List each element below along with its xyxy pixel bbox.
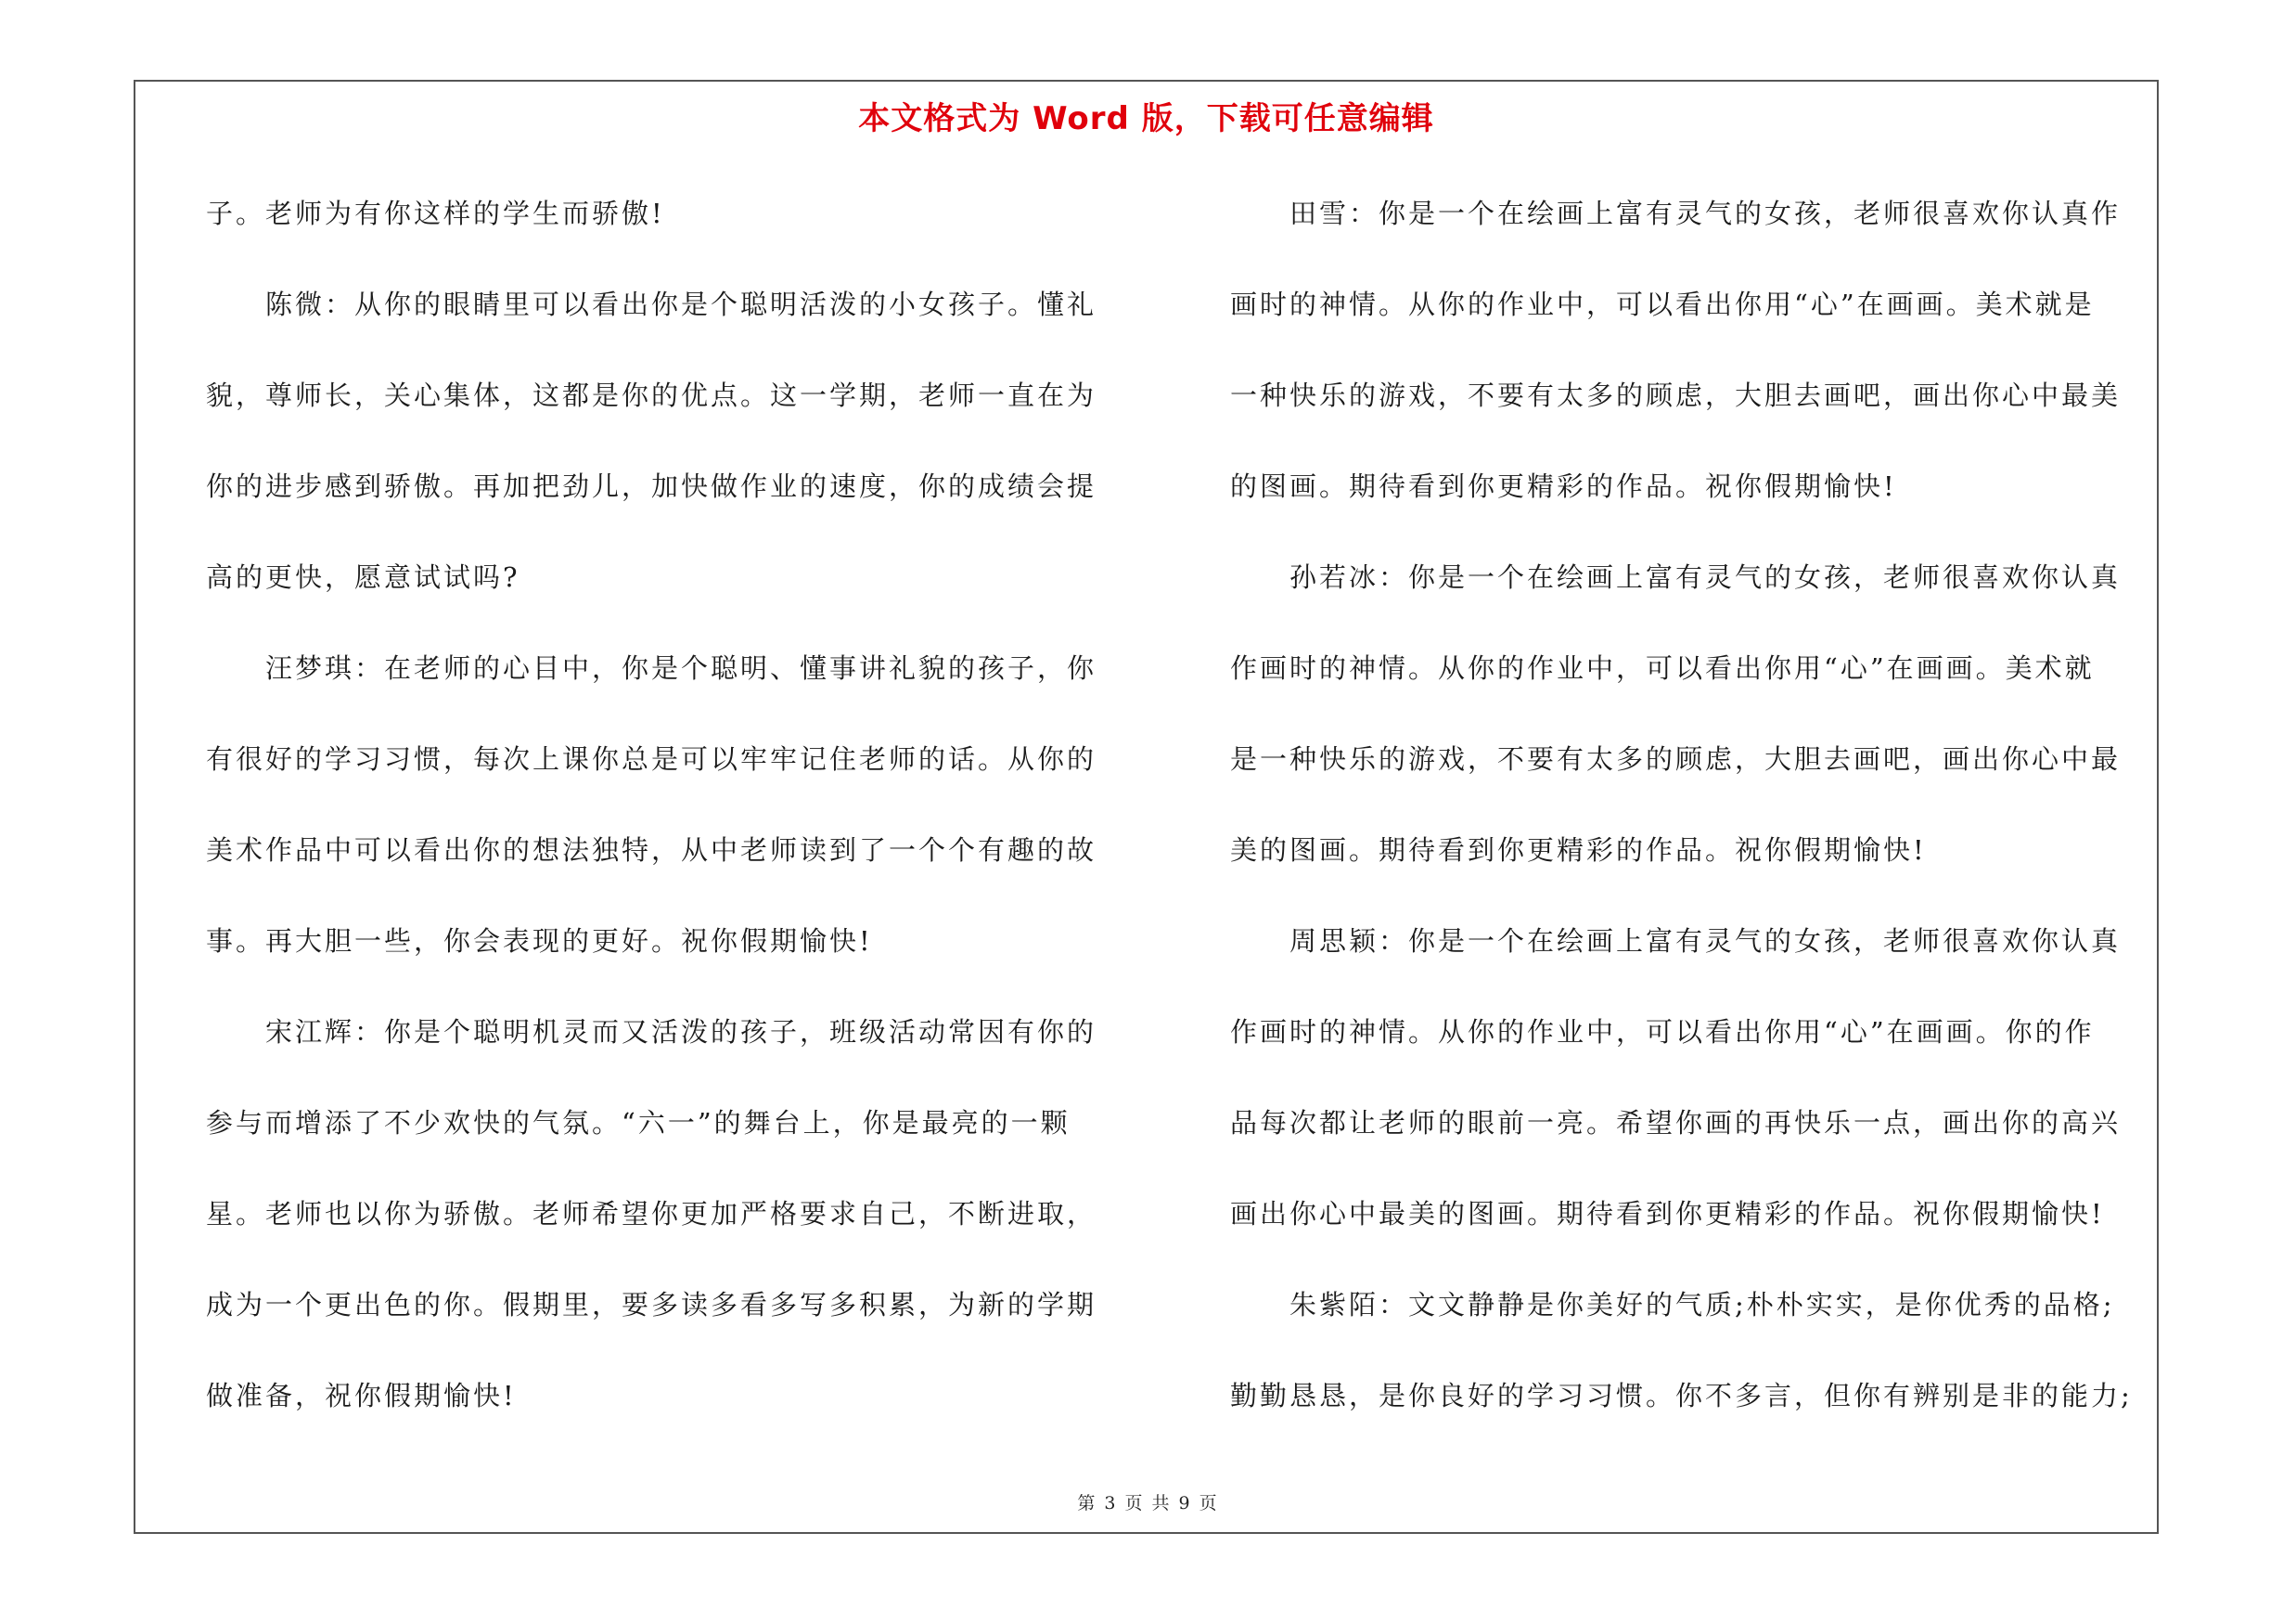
- paragraph-line: 有很好的学习习惯，每次上课你总是可以牢牢记住老师的话。从你的: [206, 743, 1097, 775]
- paragraph-line: 田雪：你是一个在绘画上富有灵气的女孩，老师很喜欢你认真作: [1289, 198, 2122, 229]
- paragraph-line: 画时的神情。从你的作业中，可以看出你用“心”在画画。美术就是: [1230, 289, 2095, 320]
- paragraph-line: 美的图画。期待看到你更精彩的作品。祝你假期愉快!: [1230, 834, 1927, 866]
- paragraph-line: 一种快乐的游戏，不要有太多的顾虑，大胆去画吧，画出你心中最美: [1230, 380, 2122, 411]
- left-text-column: [206, 181, 1097, 1454]
- word-format-banner: 本文格式为 Word 版，下载可任意编辑: [858, 100, 1434, 137]
- paragraph-line: 是一种快乐的游戏，不要有太多的顾虑，大胆去画吧，画出你心中最: [1230, 743, 2122, 775]
- paragraph-line: 美术作品中可以看出你的想法独特，从中老师读到了一个个有趣的故: [206, 834, 1097, 866]
- right-text-column: [1230, 181, 2133, 1454]
- paragraph-line: 你的进步感到骄傲。再加把劲儿，加快做作业的速度，你的成绩会提: [206, 470, 1097, 502]
- paragraph-line: 品每次都让老师的眼前一亮。希望你画的再快乐一点，画出你的高兴: [1230, 1107, 2122, 1139]
- paragraph-line: 子。老师为有你这样的学生而骄傲!: [206, 198, 665, 229]
- paragraph-line: 事。再大胆一些，你会表现的更好。祝你假期愉快!: [206, 925, 873, 957]
- paragraph-line: 宋江辉：你是个聪明机灵而又活泼的孩子，班级活动常因有你的: [265, 1016, 1097, 1048]
- paragraph-line: 周思颖：你是一个在绘画上富有灵气的女孩，老师很喜欢你认真: [1289, 925, 2122, 957]
- paragraph-line: 做准备，祝你假期愉快!: [206, 1380, 517, 1411]
- page-number-footer: 第 3 页 共 9 页: [1077, 1493, 1219, 1514]
- paragraph-line: 星。老师也以你为骄傲。老师希望你更加严格要求自己，不断进取，: [206, 1198, 1097, 1230]
- paragraph-line: 貌，尊师长，关心集体，这都是你的优点。这一学期，老师一直在为: [206, 380, 1097, 411]
- paragraph-line: 孙若冰：你是一个在绘画上富有灵气的女孩，老师很喜欢你认真: [1289, 561, 2122, 593]
- paragraph-line: 陈微：从你的眼睛里可以看出你是个聪明活泼的小女孩子。懂礼: [265, 289, 1097, 320]
- paragraph-line: 朱紫陌：文文静静是你美好的气质;朴朴实实，是你优秀的品格;: [1289, 1289, 2115, 1320]
- paragraph-line: 汪梦琪：在老师的心目中，你是个聪明、懂事讲礼貌的孩子，你: [265, 652, 1097, 684]
- paragraph-line: 画出你心中最美的图画。期待看到你更精彩的作品。祝你假期愉快!: [1230, 1198, 2105, 1230]
- paragraph-line: 勤勤恳恳，是你良好的学习习惯。你不多言，但你有辨别是非的能力;: [1230, 1380, 2133, 1411]
- paragraph-line: 成为一个更出色的你。假期里，要多读多看多写多积累，为新的学期: [206, 1289, 1097, 1320]
- paragraph-line: 作画时的神情。从你的作业中，可以看出你用“心”在画画。你的作: [1230, 1016, 2095, 1048]
- paragraph-line: 作画时的神情。从你的作业中，可以看出你用“心”在画画。美术就: [1230, 652, 2095, 684]
- paragraph-line: 高的更快，愿意试试吗?: [206, 561, 520, 593]
- paragraph-line: 的图画。期待看到你更精彩的作品。祝你假期愉快!: [1230, 470, 1897, 502]
- paragraph-line: 参与而增添了不少欢快的气氛。“六一”的舞台上，你是最亮的一颗: [206, 1107, 1071, 1139]
